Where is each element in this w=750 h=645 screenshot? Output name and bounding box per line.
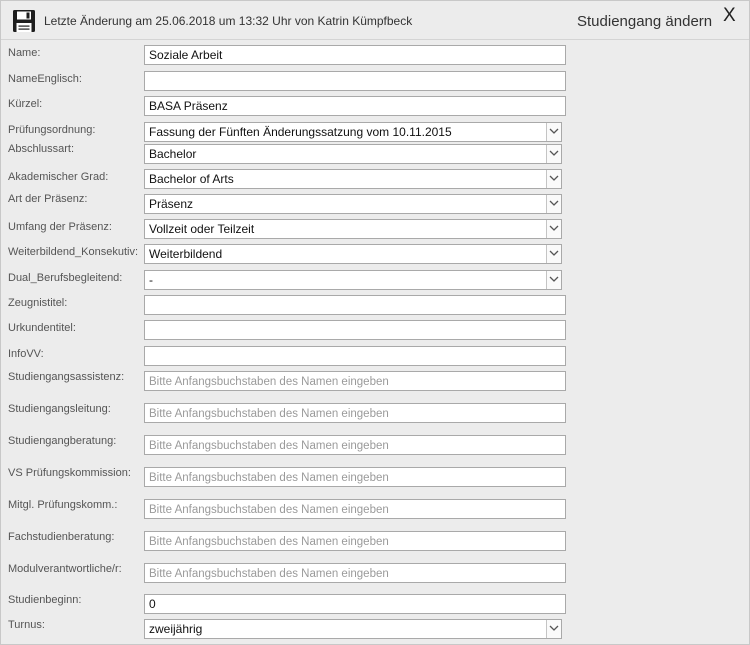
form-row bbox=[1, 270, 749, 290]
field-label: Turnus: bbox=[8, 619, 45, 631]
field-value: 0 bbox=[149, 597, 156, 611]
field-label: Weiterbildend_Konsekutiv: bbox=[8, 246, 139, 258]
select-field[interactable] bbox=[144, 244, 562, 264]
text-field[interactable] bbox=[144, 96, 566, 116]
form-row bbox=[1, 295, 749, 315]
select-field[interactable] bbox=[144, 169, 562, 189]
field-label: Urkundentitel: bbox=[8, 322, 76, 334]
form-row bbox=[1, 346, 749, 366]
field-value: Weiterbildend bbox=[149, 247, 223, 261]
select-field[interactable] bbox=[144, 619, 562, 639]
form-row bbox=[1, 244, 749, 264]
form-row bbox=[1, 371, 749, 391]
field-value: Präsenz bbox=[149, 197, 194, 211]
text-field[interactable] bbox=[144, 346, 566, 366]
field-label: Studiengangsassistenz: bbox=[8, 371, 125, 383]
form-row bbox=[1, 169, 749, 189]
field-value: BASA Präsenz bbox=[149, 99, 228, 113]
field-value: Vollzeit oder Teilzeit bbox=[149, 222, 255, 236]
form-row bbox=[1, 144, 749, 164]
field-placeholder: Bitte Anfangsbuchstaben des Namen eingeben bbox=[149, 408, 389, 420]
chevron-down-icon[interactable] bbox=[546, 271, 561, 289]
field-label: InfoVV: bbox=[8, 348, 44, 360]
field-value: Fassung der Fünften Änderungssatzung vom 10.11.2015 bbox=[149, 125, 452, 139]
text-field[interactable] bbox=[144, 467, 566, 487]
chevron-down-icon[interactable] bbox=[546, 145, 561, 163]
text-field[interactable] bbox=[144, 531, 566, 551]
field-label: Dual_Berufsbegleitend: bbox=[8, 272, 123, 284]
field-label: Akademischer Grad: bbox=[8, 171, 109, 183]
last-change-info: Letzte Änderung am 25.06.2018 um 13:32 Uhr von Katrin Kümpfbeck bbox=[44, 14, 413, 28]
close-button[interactable]: X bbox=[723, 5, 736, 26]
text-field[interactable] bbox=[144, 295, 566, 315]
field-value: Bachelor bbox=[149, 147, 197, 161]
field-label: Abschlussart: bbox=[8, 143, 75, 155]
form-row bbox=[1, 96, 749, 116]
form-row bbox=[1, 619, 749, 639]
text-field[interactable] bbox=[144, 45, 566, 65]
select-field[interactable] bbox=[144, 122, 562, 142]
chevron-down-icon[interactable] bbox=[546, 220, 561, 238]
field-label: NameEnglisch: bbox=[8, 73, 82, 85]
form-row bbox=[1, 563, 749, 583]
text-field[interactable] bbox=[144, 499, 566, 519]
field-value: Bachelor of Arts bbox=[149, 172, 234, 186]
field-label: Prüfungsordnung: bbox=[8, 124, 96, 136]
form-row bbox=[1, 219, 749, 239]
field-label: Studienbeginn: bbox=[8, 594, 82, 606]
field-value: - bbox=[149, 273, 153, 287]
field-placeholder: Bitte Anfangsbuchstaben des Namen eingeben bbox=[149, 440, 389, 452]
form-row bbox=[1, 122, 749, 142]
select-field[interactable] bbox=[144, 219, 562, 239]
field-label: Kürzel: bbox=[8, 98, 43, 110]
select-field[interactable] bbox=[144, 194, 562, 214]
text-field[interactable] bbox=[144, 320, 566, 340]
form-row bbox=[1, 467, 749, 487]
chevron-down-icon[interactable] bbox=[546, 620, 561, 638]
text-field[interactable] bbox=[144, 594, 566, 614]
floppy-disk-save-icon[interactable] bbox=[13, 10, 35, 32]
form-row bbox=[1, 403, 749, 423]
form-row bbox=[1, 71, 749, 91]
select-field[interactable] bbox=[144, 144, 562, 164]
field-label: Modulverantwortliche/r: bbox=[8, 563, 122, 575]
text-field[interactable] bbox=[144, 403, 566, 423]
chevron-down-icon[interactable] bbox=[546, 170, 561, 188]
field-label: Studiengangsleitung: bbox=[8, 403, 111, 415]
text-field[interactable] bbox=[144, 563, 566, 583]
field-placeholder: Bitte Anfangsbuchstaben des Namen eingeben bbox=[149, 568, 389, 580]
field-placeholder: Bitte Anfangsbuchstaben des Namen eingeben bbox=[149, 536, 389, 548]
form-row bbox=[1, 435, 749, 455]
field-label: Mitgl. Prüfungskomm.: bbox=[8, 499, 118, 511]
field-label: Studiengangberatung: bbox=[8, 435, 117, 447]
form-row bbox=[1, 194, 749, 214]
select-field[interactable] bbox=[144, 270, 562, 290]
field-label: Art der Präsenz: bbox=[8, 193, 88, 205]
form-row bbox=[1, 499, 749, 519]
form-row bbox=[1, 320, 749, 340]
text-field[interactable] bbox=[144, 371, 566, 391]
field-placeholder: Bitte Anfangsbuchstaben des Namen eingeben bbox=[149, 472, 389, 484]
field-placeholder: Bitte Anfangsbuchstaben des Namen eingeben bbox=[149, 376, 389, 388]
field-label: Umfang der Präsenz: bbox=[8, 221, 112, 233]
dialog-header bbox=[1, 1, 749, 40]
field-placeholder: Bitte Anfangsbuchstaben des Namen eingeben bbox=[149, 504, 389, 516]
field-label: Name: bbox=[8, 47, 41, 59]
dialog-title: Studiengang ändern bbox=[577, 13, 713, 30]
field-label: Fachstudienberatung: bbox=[8, 531, 115, 543]
chevron-down-icon[interactable] bbox=[546, 123, 561, 141]
chevron-down-icon[interactable] bbox=[546, 195, 561, 213]
form-row bbox=[1, 531, 749, 551]
field-label: Zeugnistitel: bbox=[8, 297, 68, 309]
text-field[interactable] bbox=[144, 435, 566, 455]
field-value: Soziale Arbeit bbox=[149, 48, 223, 62]
form-row bbox=[1, 594, 749, 614]
text-field[interactable] bbox=[144, 71, 566, 91]
field-value: zweijährig bbox=[149, 622, 203, 636]
chevron-down-icon[interactable] bbox=[546, 245, 561, 263]
field-label: VS Prüfungskommission: bbox=[8, 467, 131, 479]
form-row bbox=[1, 45, 749, 65]
